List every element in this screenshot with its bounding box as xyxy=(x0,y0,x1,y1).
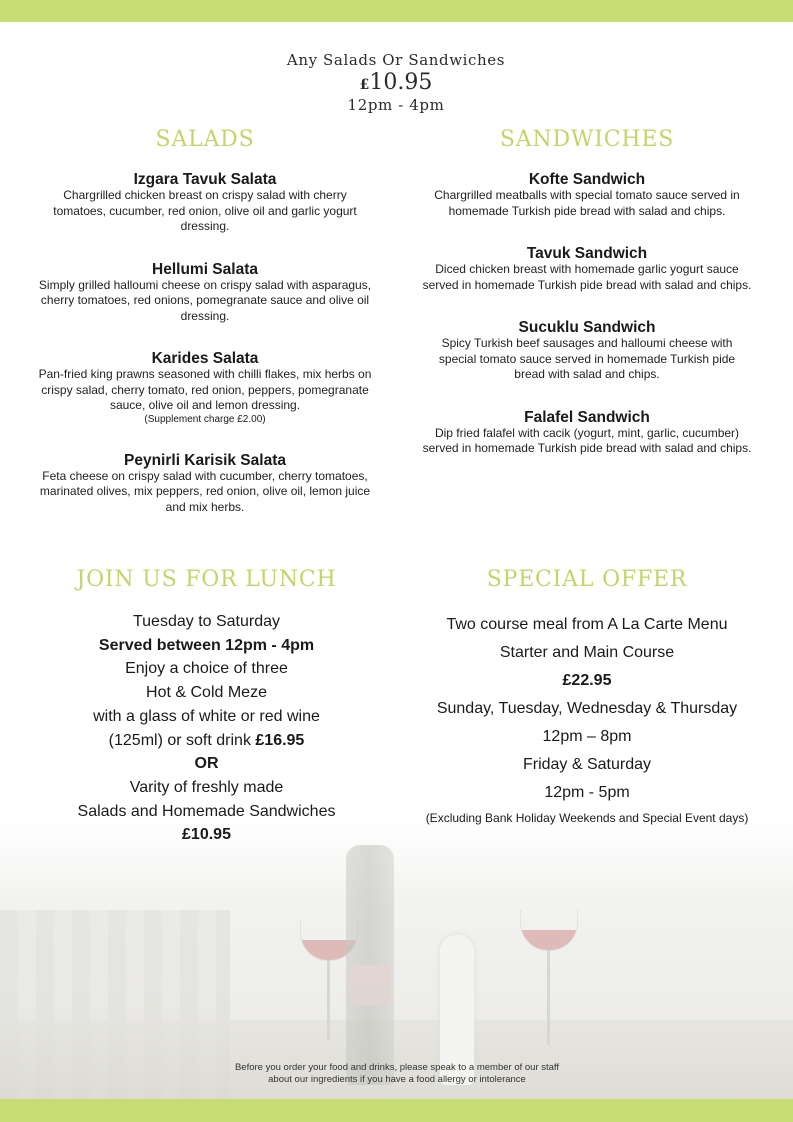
offer-price: £22.95 xyxy=(562,672,612,689)
lunch-line: Tuesday to Saturday xyxy=(132,613,281,630)
allergy-line: about our ingredients if you have a food allergy or intolerance xyxy=(268,1074,526,1085)
price-value: 10.95 xyxy=(369,70,433,95)
lunch-price: £10.95 xyxy=(182,826,231,844)
wine-glass-right-icon xyxy=(520,910,578,951)
sandwich-desc: Spicy Turkish beef sausages and halloumi cheese with special tomato sauce served in homemade Turkish pide bread with salad and chips. xyxy=(438,336,736,381)
lunch-line xyxy=(40,729,373,753)
lunch-line: with a glass of white or red wine xyxy=(93,707,320,725)
offer-line: Friday & Saturday xyxy=(522,756,652,773)
lunch-line: Varity of freshly made xyxy=(129,778,284,796)
salad-desc: Chargrilled chicken breast on crispy salad with cherry tomatoes, cucumber, red onion, olive oil and garlic yogurt dressing. xyxy=(53,188,357,233)
salad-item xyxy=(30,350,380,426)
lunch-line: Salads and Homemade Sandwiches xyxy=(77,802,336,820)
salad-desc: Simply grilled halloumi cheese on crispy salad with asparagus, cherry tomatoes, red onions, pomegranate sauce and olive oil dressing. xyxy=(38,277,372,323)
table-surface-shape xyxy=(0,1020,793,1099)
supplement-note: (Supplement charge £2.00) xyxy=(144,413,266,425)
lunch-line: Hot & Cold Meze xyxy=(146,684,267,702)
header-price xyxy=(296,70,496,95)
sandwich-name: Falafel Sandwich xyxy=(524,408,650,426)
sandwich-item xyxy=(422,245,752,293)
salad-item xyxy=(30,261,380,325)
sandwich-item xyxy=(422,171,752,219)
offer-line: 12pm – 8pm xyxy=(542,728,632,745)
offer-note: (Excluding Bank Holiday Weekends and Special Event days) xyxy=(425,811,749,825)
sandwich-desc: Diced chicken breast with homemade garlic yogurt sauce served in homemade Turkish pide bread with salad and chips. xyxy=(422,262,752,292)
salad-name: Peynirli Karisik Salata xyxy=(124,451,286,469)
salad-desc: Pan-fried king prawns seasoned with chilli flakes, mix herbs on crispy salad, cherry tomato, red onion, peppers, pomegranate sauce, olive oil and lemon dressing. xyxy=(38,367,372,412)
wine-glass-left-stem xyxy=(327,960,330,1040)
header-hours: 12pm - 4pm xyxy=(347,96,445,114)
sandwich-desc: Dip fried falafel with cacik (yogurt, mint, garlic, cucumber) served in homemade Turkish pide bread with salad and chips. xyxy=(422,425,752,455)
salad-name: Izgara Tavuk Salata xyxy=(133,171,277,188)
header-title: Any Salads Or Sandwiches xyxy=(286,51,506,69)
salad-name: Hellumi Salata xyxy=(152,260,258,278)
offer-details xyxy=(412,611,762,829)
salad-item xyxy=(30,452,380,516)
restaurant-table-photo xyxy=(0,820,793,1099)
sandwich-name: Tavuk Sandwich xyxy=(526,245,648,262)
sandwich-desc: Chargrilled meatballs with special tomato sauce served in homemade Turkish pide bread with salad and chips. xyxy=(434,188,740,218)
lunch-or: OR xyxy=(194,755,219,773)
lunch-line: Served between 12pm - 4pm xyxy=(98,636,315,654)
allergy-line: Before you order your food and drinks, please speak to a member of our staff xyxy=(234,1062,560,1073)
top-green-band xyxy=(0,0,793,22)
sandwiches-heading: SANDWICHES xyxy=(499,127,675,152)
salad-item xyxy=(30,171,380,235)
offer-line: Two course meal from A La Carte Menu xyxy=(446,616,728,633)
bottom-green-band xyxy=(0,1099,793,1122)
sandwich-name: Sucuklu Sandwich xyxy=(518,319,656,336)
salad-desc: Feta cheese on crispy salad with cucumber, cherry tomatoes, marinated olives, mix peppers, red onion, olive oil, lemon juice and mix herbs. xyxy=(39,468,371,514)
salad-name: Karides Salata xyxy=(151,350,259,367)
offer-line: Sunday, Tuesday, Wednesday & Thursday xyxy=(436,700,738,717)
offer-line: Starter and Main Course xyxy=(499,644,675,661)
salads-list xyxy=(30,171,380,541)
bottle-label-shape xyxy=(350,965,390,1005)
lunch-details xyxy=(40,610,373,847)
allergy-notice xyxy=(160,1062,634,1086)
lunch-heading: JOIN US FOR LUNCH xyxy=(76,567,337,592)
sandwich-name: Kofte Sandwich xyxy=(528,171,646,188)
wine-glass-right-stem xyxy=(547,950,550,1045)
offer-line: 12pm - 5pm xyxy=(544,784,630,801)
lunch-text: (125ml) or soft drink xyxy=(108,731,256,749)
sandwich-item xyxy=(422,409,752,457)
lunch-line: Enjoy a choice of three xyxy=(125,660,288,678)
offer-heading: SPECIAL OFFER xyxy=(486,567,688,592)
wine-bottle-icon xyxy=(346,845,394,1085)
sandwich-item xyxy=(422,319,752,383)
currency-symbol: £ xyxy=(359,77,370,93)
sandwiches-list xyxy=(422,171,752,483)
lunch-price: £16.95 xyxy=(255,731,305,749)
salads-heading: SALADS xyxy=(155,127,255,152)
